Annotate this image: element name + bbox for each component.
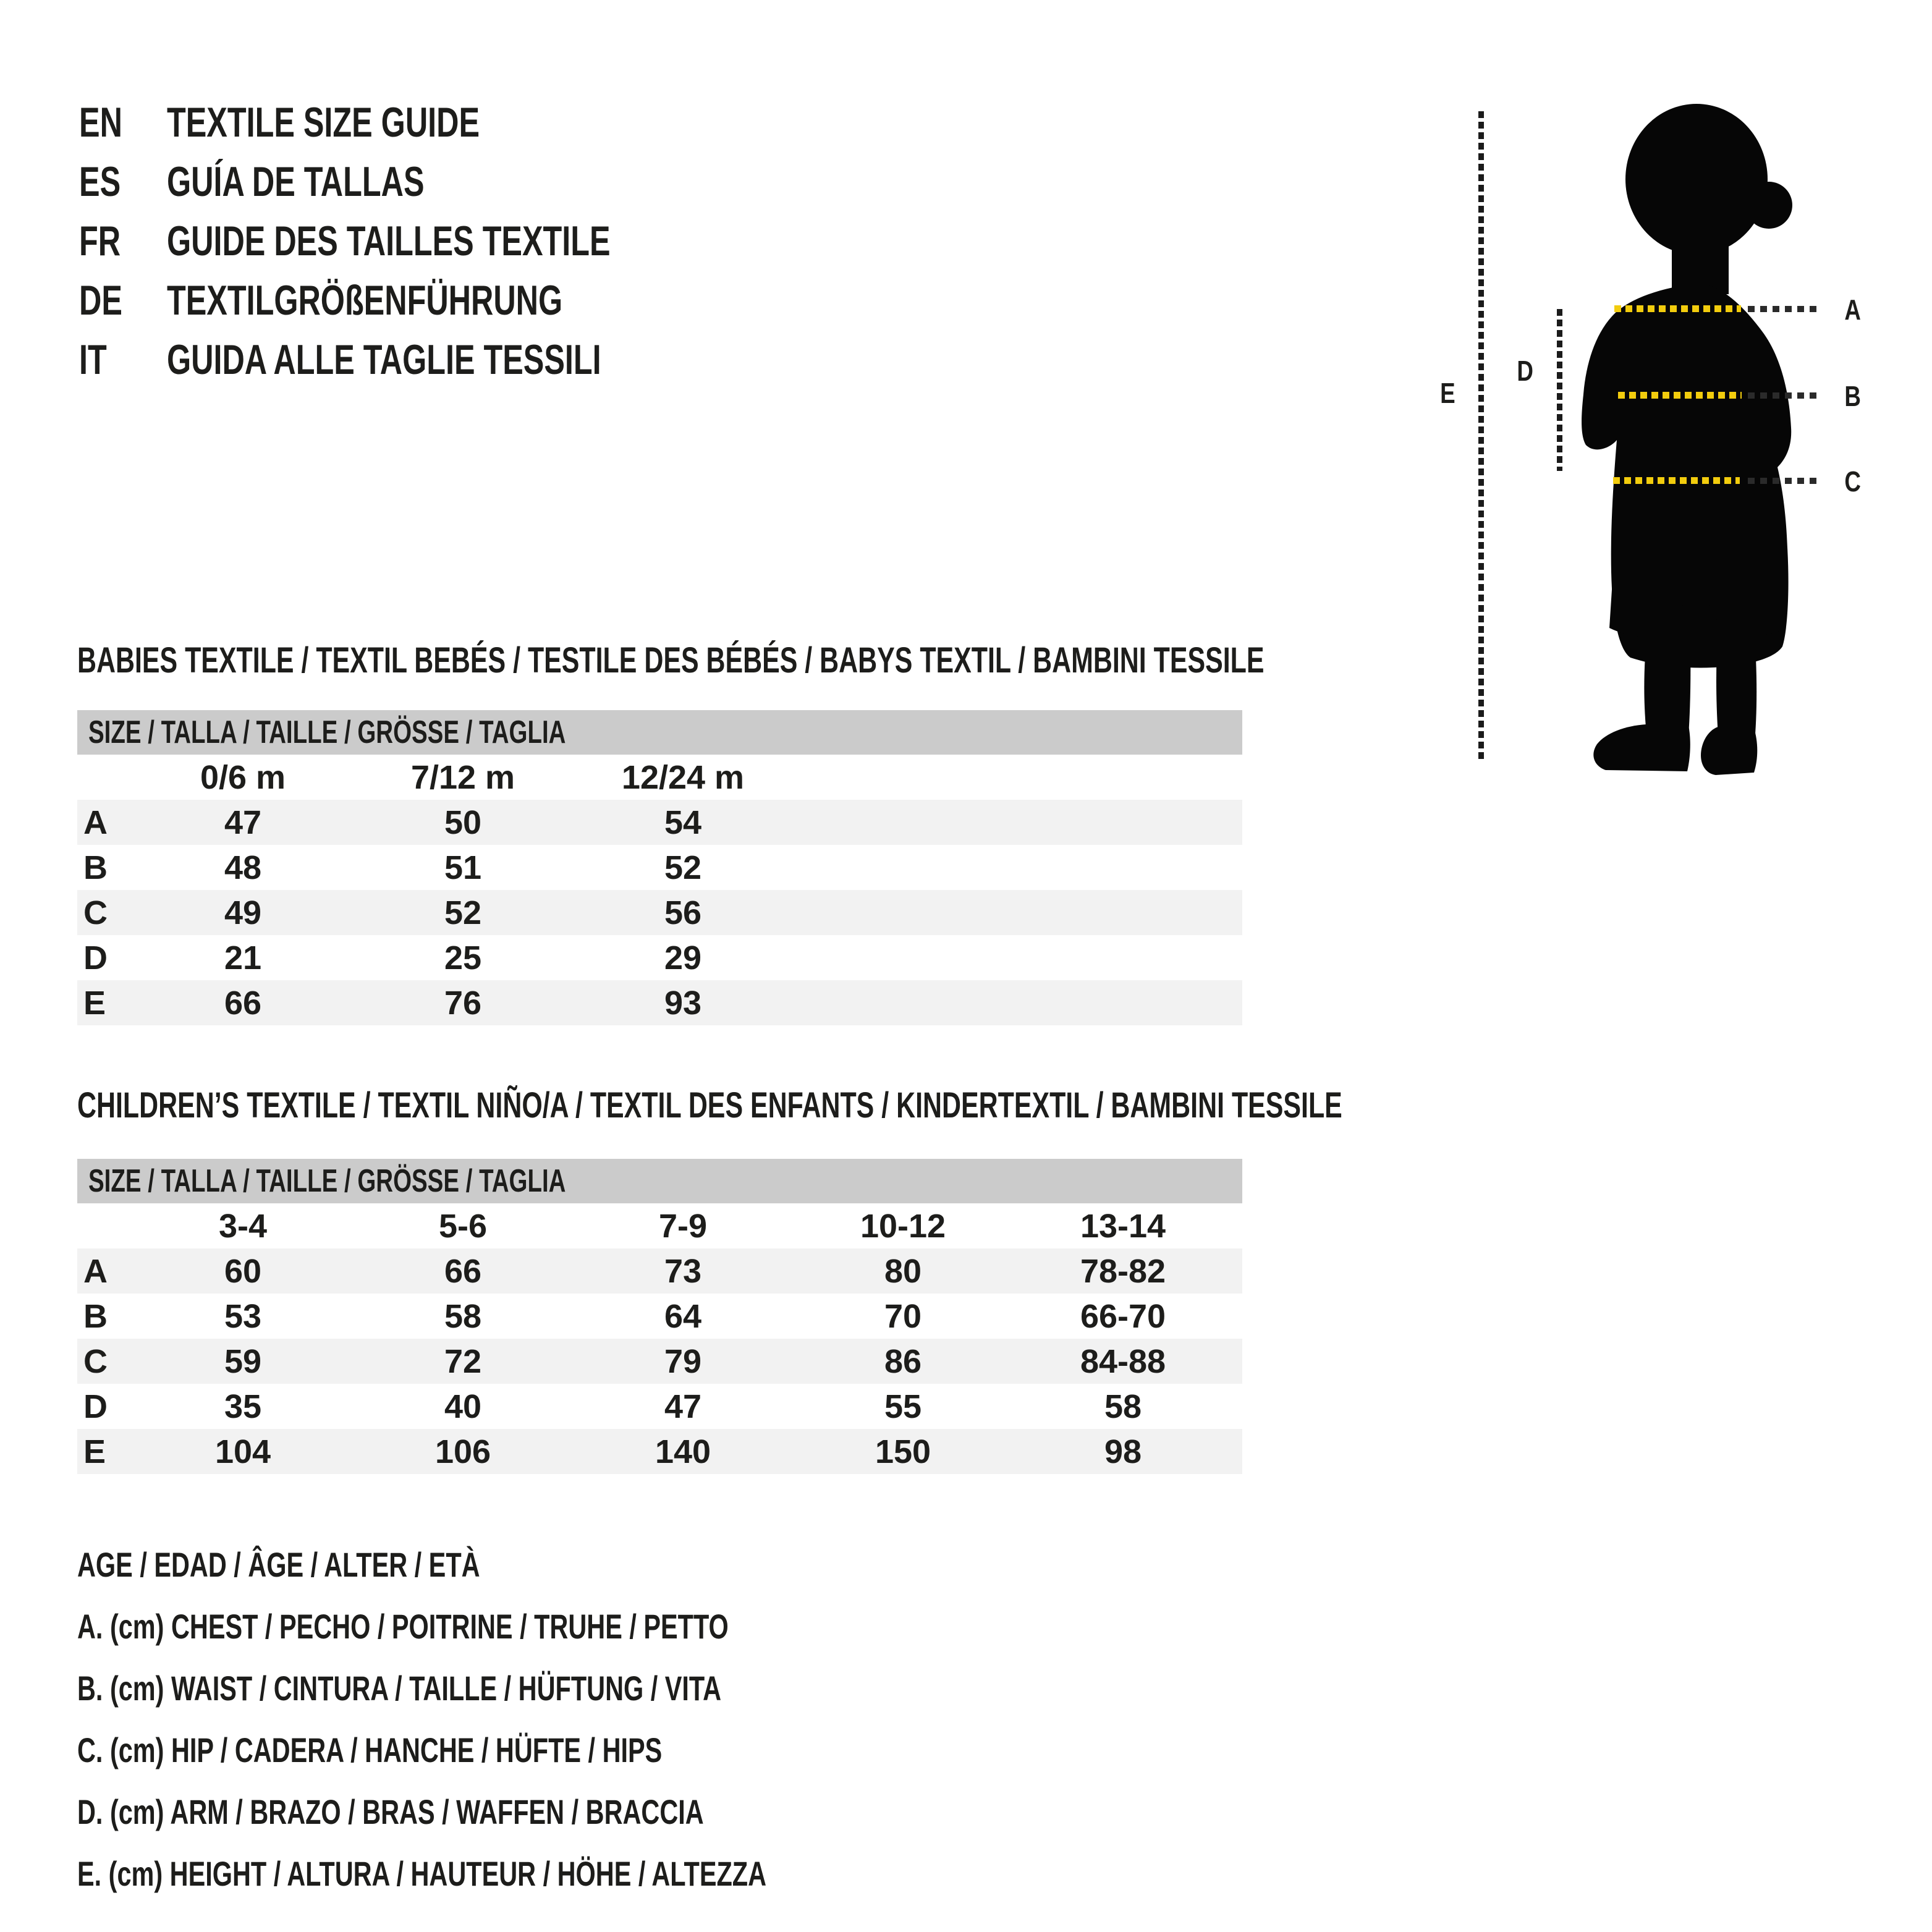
- children-size-table: [77, 1203, 1242, 1474]
- table-row: [77, 890, 1242, 935]
- row-label: B: [83, 849, 108, 886]
- children-size-header-bar: SIZE / TALLA / TAILLE / GRÖSSE / TAGLIA: [77, 1159, 1242, 1203]
- row-label: D: [83, 939, 108, 977]
- children-section-title: CHILDREN’S TEXTILE / TEXTIL NIÑO/A / TEXTIL DES ENFANTS / KINDERTEXTIL / BAMBINI TESSILE: [77, 1085, 1342, 1125]
- language-code-es: ES: [79, 158, 121, 205]
- arm-measure-label: D: [1517, 355, 1534, 387]
- arm-measure-line: [1557, 309, 1562, 471]
- babies-section-title: BABIES TEXTILE / TEXTIL BEBÉS / TESTILE DES BÉBÉS / BABYS TEXTIL / BAMBINI TESSILE: [77, 640, 1265, 680]
- table-cell: 52: [444, 894, 482, 931]
- legend-height-line: E. (cm) HEIGHT / ALTURA / HAUTEUR / HÖHE / ALTEZZA: [77, 1854, 767, 1893]
- table-cell: 150: [875, 1433, 931, 1470]
- table-cell: 64: [664, 1297, 702, 1335]
- table-cell: 35: [224, 1388, 262, 1425]
- chest-callout-line: [1748, 306, 1821, 312]
- legend-hip-line: C. (cm) HIP / CADERA / HANCHE / HÜFTE / HIPS: [77, 1731, 663, 1769]
- table-cell: 106: [434, 1433, 491, 1470]
- language-list: [79, 93, 766, 389]
- children-column-header: 3-4: [218, 1207, 268, 1245]
- chest-measure-label: A: [1844, 294, 1862, 326]
- babies-column-header-row: [77, 755, 1242, 800]
- table-row: [77, 980, 1242, 1025]
- table-cell: 48: [224, 849, 262, 886]
- silhouette-right-leg: [1716, 625, 1756, 737]
- table-cell: 56: [664, 894, 702, 931]
- babies-column-header: 7/12 m: [410, 758, 515, 796]
- table-cell: 55: [884, 1388, 922, 1425]
- row-label: C: [83, 894, 108, 931]
- legend-chest-line: A. (cm) CHEST / PECHO / POITRINE / TRUHE / PETTO: [77, 1607, 729, 1646]
- table-cell: 98: [1104, 1433, 1142, 1470]
- table-row: [77, 1339, 1242, 1384]
- table-cell: 66-70: [1080, 1297, 1166, 1335]
- hip-measure-label: C: [1844, 465, 1862, 498]
- children-column-header: 13-14: [1080, 1207, 1166, 1245]
- table-cell: 66: [224, 984, 262, 1022]
- chest-measure-line: [1614, 305, 1741, 312]
- measurement-legend: [77, 1534, 1009, 1905]
- table-cell: 73: [664, 1252, 702, 1290]
- table-cell: 140: [655, 1433, 711, 1470]
- language-code-it: IT: [79, 336, 107, 383]
- language-title-it: GUIDA ALLE TAGLIE TESSILI: [167, 336, 601, 383]
- language-code-en: EN: [79, 99, 122, 146]
- legend-arm-line: D. (cm) ARM / BRAZO / BRAS / WAFFEN / BRACCIA: [77, 1792, 704, 1831]
- table-cell: 86: [884, 1342, 922, 1380]
- table-cell: 29: [664, 939, 702, 977]
- table-cell: 47: [664, 1388, 702, 1425]
- silhouette-left-leg: [1644, 624, 1690, 735]
- table-cell: 72: [444, 1342, 482, 1380]
- table-row: [77, 1384, 1242, 1429]
- table-cell: 51: [444, 849, 482, 886]
- babies-column-header: 12/24 m: [621, 758, 745, 796]
- table-cell: 25: [444, 939, 482, 977]
- table-cell: 58: [444, 1297, 482, 1335]
- row-label: B: [83, 1297, 108, 1335]
- table-cell: 52: [664, 849, 702, 886]
- children-column-header-row: [77, 1203, 1242, 1248]
- table-cell: 59: [224, 1342, 262, 1380]
- row-label: A: [83, 803, 108, 841]
- table-row: [77, 800, 1242, 845]
- table-row: [77, 1429, 1242, 1474]
- table-cell: 104: [214, 1433, 271, 1470]
- table-cell: 50: [444, 803, 482, 841]
- language-code-de: DE: [79, 277, 122, 324]
- table-cell: 54: [664, 803, 702, 841]
- table-cell: 78-82: [1080, 1252, 1166, 1290]
- row-label: E: [83, 984, 106, 1022]
- table-row: [77, 935, 1242, 980]
- table-cell: 58: [1104, 1388, 1142, 1425]
- height-measure-label: E: [1439, 377, 1455, 409]
- row-label: D: [83, 1388, 108, 1425]
- table-cell: 40: [444, 1388, 482, 1425]
- table-cell: 70: [884, 1297, 922, 1335]
- silhouette-head-back: [1745, 182, 1792, 229]
- language-title-fr: GUIDE DES TAILLES TEXTILE: [167, 218, 611, 265]
- table-row: [77, 845, 1242, 890]
- table-row: [77, 1294, 1242, 1339]
- hip-measure-line: [1613, 477, 1740, 484]
- table-cell: 47: [224, 803, 262, 841]
- children-column-header: 5-6: [438, 1207, 488, 1245]
- babies-size-table: [77, 755, 1242, 1025]
- table-cell: 53: [224, 1297, 262, 1335]
- children-column-header: 7-9: [658, 1207, 708, 1245]
- language-title-en: TEXTILE SIZE GUIDE: [167, 99, 480, 146]
- table-cell: 79: [664, 1342, 702, 1380]
- babies-column-header: 0/6 m: [200, 758, 286, 796]
- table-cell: 93: [664, 984, 702, 1022]
- legend-waist-line: B. (cm) WAIST / CINTURA / TAILLE / HÜFTUNG / VITA: [77, 1669, 722, 1708]
- language-code-fr: FR: [79, 218, 121, 265]
- hip-callout-line: [1748, 478, 1821, 484]
- table-cell: 66: [444, 1252, 482, 1290]
- row-label: A: [83, 1252, 108, 1290]
- legend-age-line: AGE / EDAD / ÂGE / ALTER / ETÀ: [77, 1545, 480, 1584]
- waist-measure-line: [1618, 392, 1742, 399]
- table-cell: 76: [444, 984, 482, 1022]
- language-title-es: GUÍA DE TALLAS: [167, 158, 425, 205]
- waist-callout-line: [1748, 392, 1821, 399]
- row-label: C: [83, 1342, 108, 1380]
- table-row: [77, 1248, 1242, 1294]
- children-column-header: 10-12: [860, 1207, 946, 1245]
- silhouette-head: [1625, 104, 1768, 255]
- waist-measure-label: B: [1844, 380, 1862, 412]
- babies-size-header-bar: SIZE / TALLA / TAILLE / GRÖSSE / TAGLIA: [77, 710, 1242, 755]
- language-title-de: TEXTILGRÖßENFÜHRUNG: [167, 277, 563, 324]
- table-cell: 60: [224, 1252, 262, 1290]
- table-cell: 49: [224, 894, 262, 931]
- table-cell: 21: [224, 939, 262, 977]
- table-cell: 84-88: [1080, 1342, 1166, 1380]
- silhouette-right-shoe: [1701, 727, 1757, 775]
- row-label: E: [83, 1433, 106, 1470]
- table-cell: 80: [884, 1252, 922, 1290]
- silhouette-left-shoe: [1593, 724, 1690, 771]
